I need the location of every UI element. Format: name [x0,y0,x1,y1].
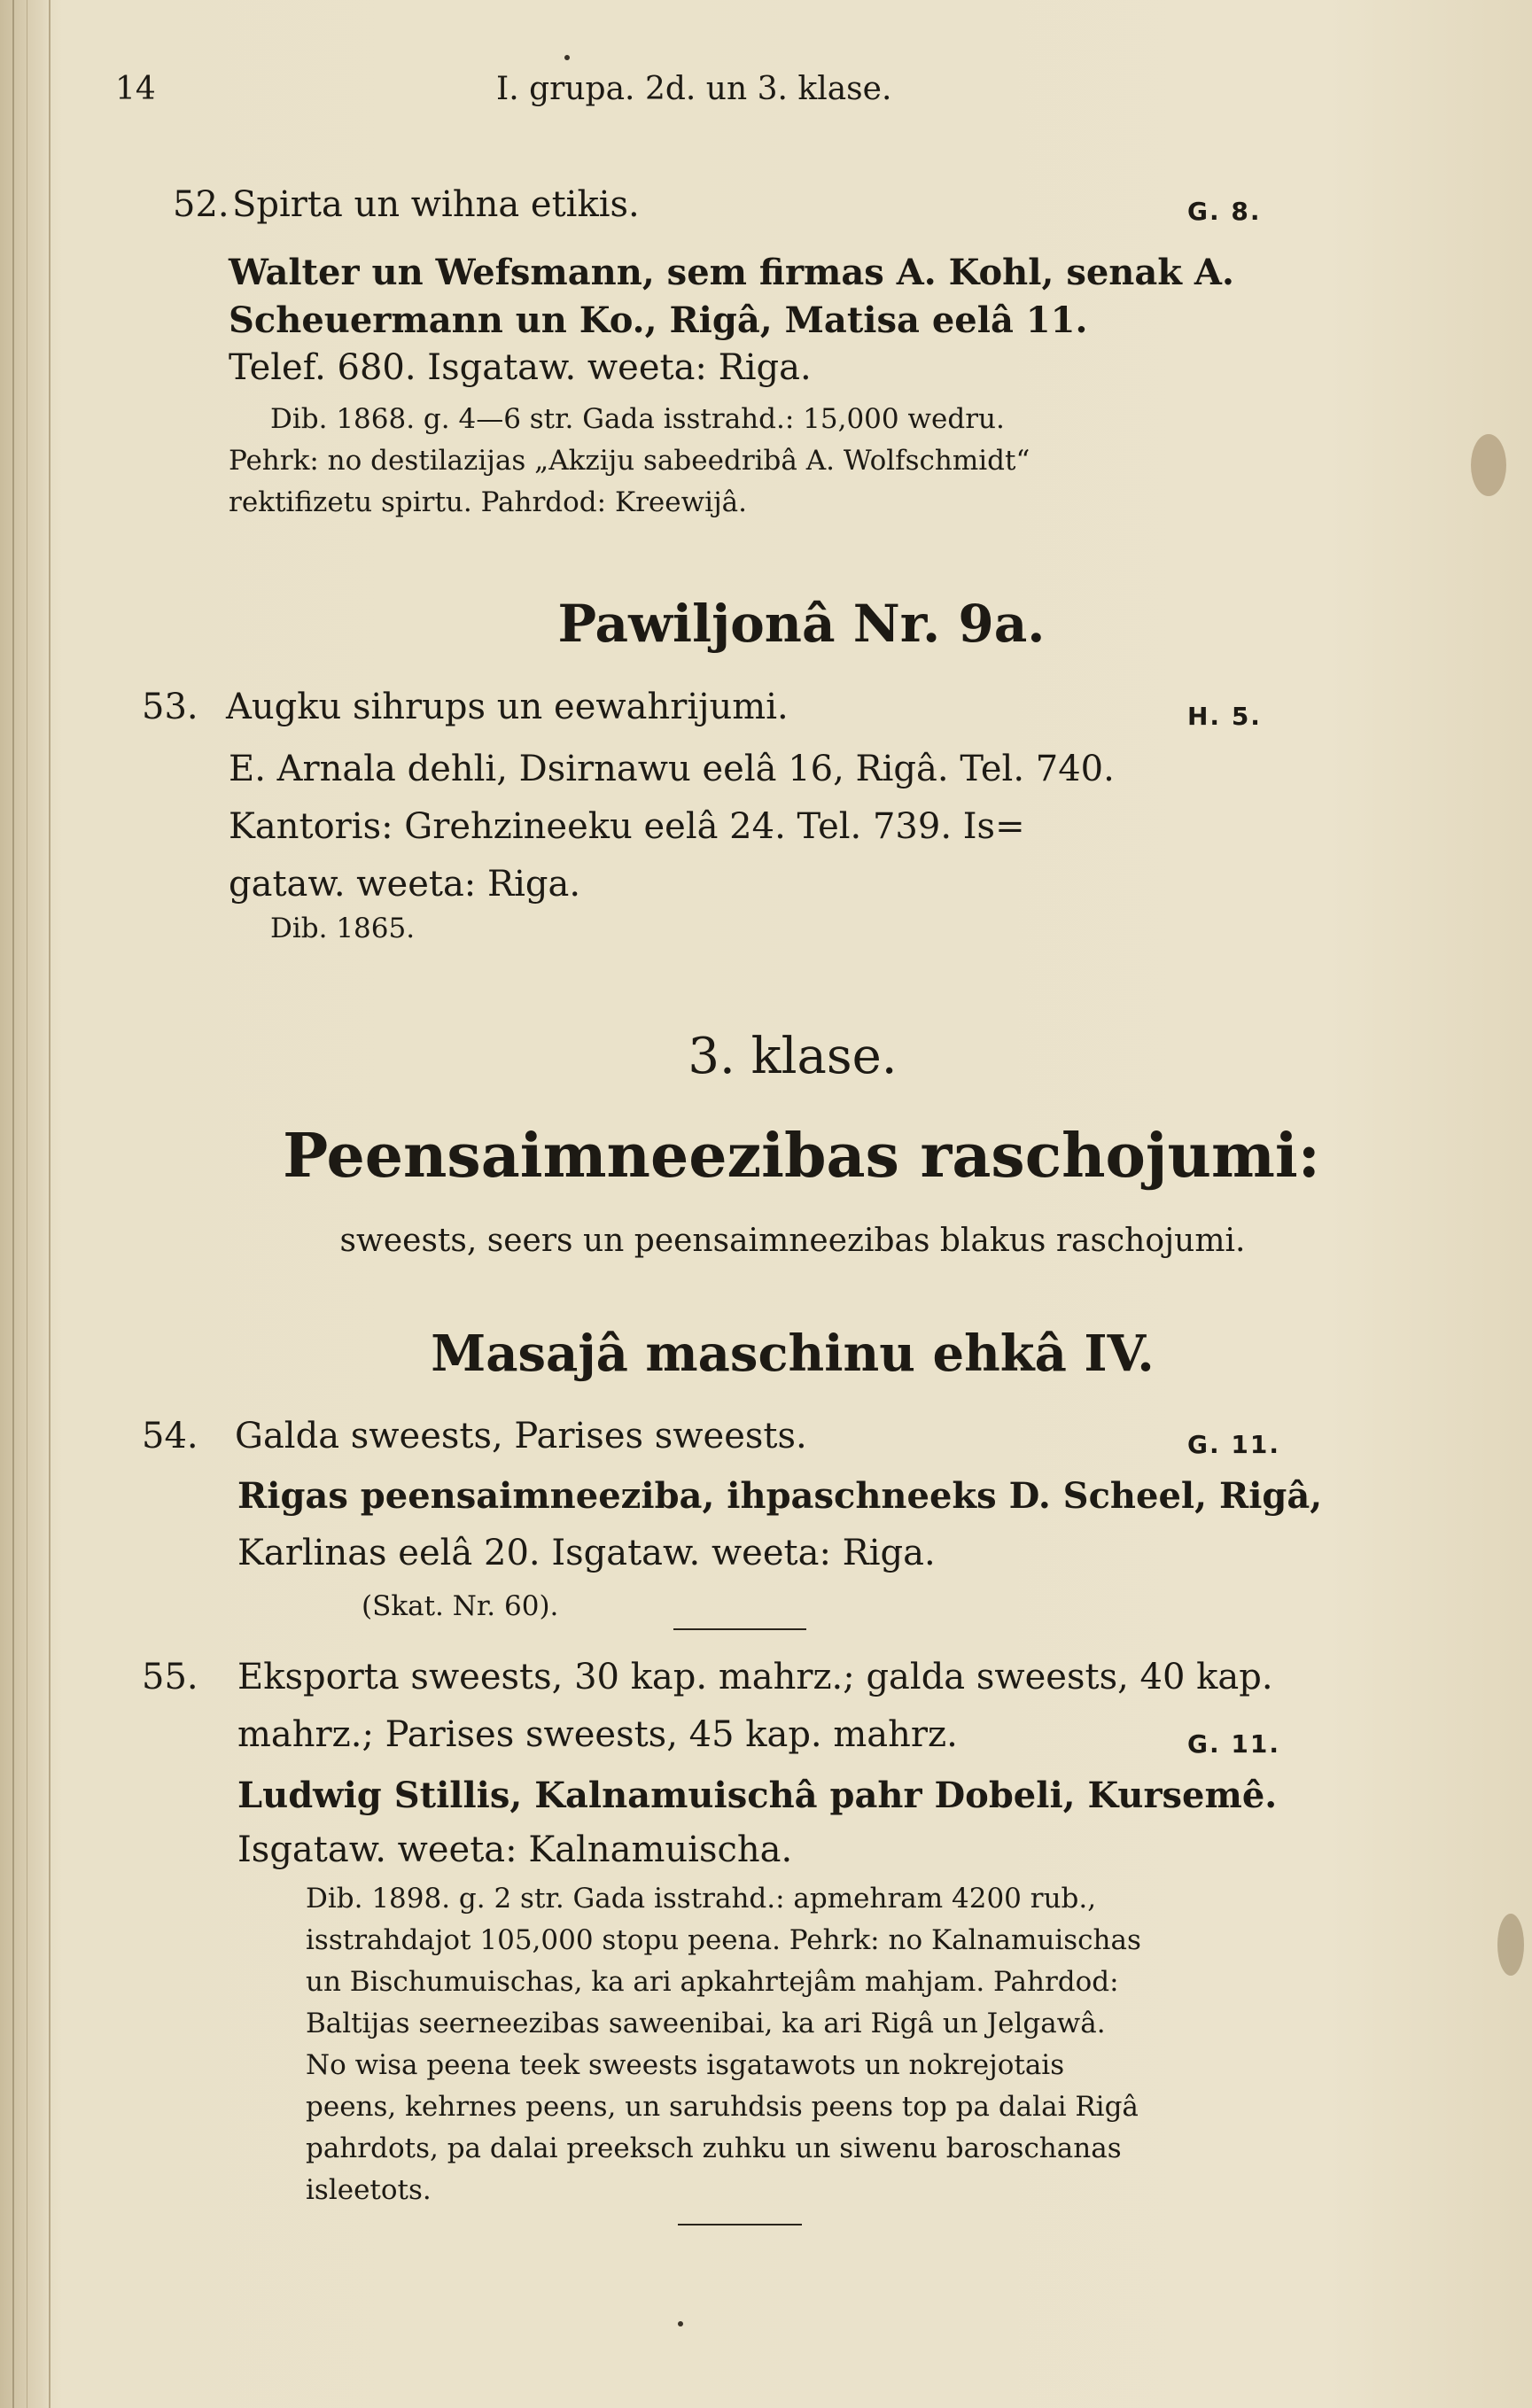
entry-number: 55. [142,1657,198,1697]
entry-number: 54. [142,1416,198,1456]
detail-line: Dib. 1898. g. 2 str. Gada isstrahd.: apmehram 4200 rub., [306,1883,1097,1915]
entry-title: Spirta un wihna etikis. [232,184,640,225]
page-number: 14 [115,71,156,107]
company-line: E. Arnala dehli, Dsirnawu eelâ 16, Rigâ. Tel. 740. [229,749,1115,789]
section-subheading: sweests, seers un peensaimneezibas blakus raschojumi. [339,1223,1246,1259]
detail-line: Dib. 1868. g. 4—6 str. Gada isstrahd.: 15,000 wedru. [270,403,1005,435]
company-line: Telef. 680. Isgataw. weeta: Riga. [229,347,812,388]
class-code: H. 5. [1187,702,1262,731]
paper-stain [1497,1914,1524,1976]
company-line: Scheuermann un Ko., Rigâ, Matisa eelâ 11. [229,299,1088,341]
running-title: I. grupa. 2d. un 3. klase. [496,71,892,107]
detail-line: isleetots. [306,2174,432,2206]
book-spine [0,0,51,2408]
entry-number: 53. [142,687,198,727]
detail-line: Baltijas seerneezibas saweenibai, ka ari Rigâ un Jelgawâ. [306,2008,1106,2039]
class-code: G. 8. [1187,197,1262,226]
class-code: G. 11. [1187,1729,1280,1759]
entry-title: Galda sweests, Parises sweests. [235,1416,807,1456]
company-line: Walter un Wefsmann, sem firmas A. Kohl, senak A. [229,252,1234,293]
detail-line: Dib. 1865. [270,913,416,944]
entry-title: mahrz.; Parises sweests, 45 kap. mahrz. [237,1714,958,1755]
company-line: Karlinas eelâ 20. Isgataw. weeta: Riga. [237,1533,936,1573]
print-dot [564,55,570,60]
paper-stain [1471,434,1506,496]
detail-line: (Skat. Nr. 60). [362,1590,559,1622]
detail-line: peens, kehrnes peens, un saruhdsis peens top pa dalai Rigâ [306,2091,1139,2123]
company-line: gataw. weeta: Riga. [229,864,581,905]
entry-number: 52. [173,184,229,225]
location-heading: Masajâ maschinu ehkâ IV. [431,1324,1155,1383]
class-code: G. 11. [1187,1430,1280,1459]
detail-line: No wisa peena teek sweests isgatawots un nokrejotais [306,2049,1065,2081]
detail-line: rektifizetu spirtu. Pahrdod: Kreewijâ. [229,486,748,518]
detail-line: Pehrk: no destilazijas „Akziju sabeedribâ A. Wolfschmidt“ [229,445,1030,477]
pavilion-heading: Pawiljonâ Nr. 9a. [557,594,1046,654]
company-line: Isgataw. weeta: Kalnamuischa. [237,1829,793,1870]
detail-line: isstrahdajot 105,000 stopu peena. Pehrk: no Kalnamuischas [306,1924,1141,1956]
detail-line: un Bischumuischas, ka ari apkahrtejâm mahjam. Pahrdod: [306,1966,1119,1998]
company-line: Ludwig Stillis, Kalnamuischâ pahr Dobeli, Kursemê. [237,1775,1278,1816]
entry-title: Augku sihrups un eewahrijumi. [226,687,789,727]
section-heading: Peensaimneezibas raschojumi: [283,1121,1320,1192]
company-line: Kantoris: Grehzineeku eelâ 24. Tel. 739. Is= [229,806,1025,847]
entry-title: Eksporta sweests, 30 kap. mahrz.; galda sweests, 40 kap. [237,1657,1273,1697]
class-heading: 3. klase. [688,1028,898,1085]
separator-rule [673,1628,806,1630]
detail-line: pahrdots, pa dalai preeksch zuhku un siwenu baroschanas [306,2132,1122,2164]
separator-rule [678,2224,802,2225]
print-dot [678,2321,683,2326]
company-line: Rigas peensaimneeziba, ihpaschneeks D. Scheel, Rigâ, [237,1475,1323,1517]
